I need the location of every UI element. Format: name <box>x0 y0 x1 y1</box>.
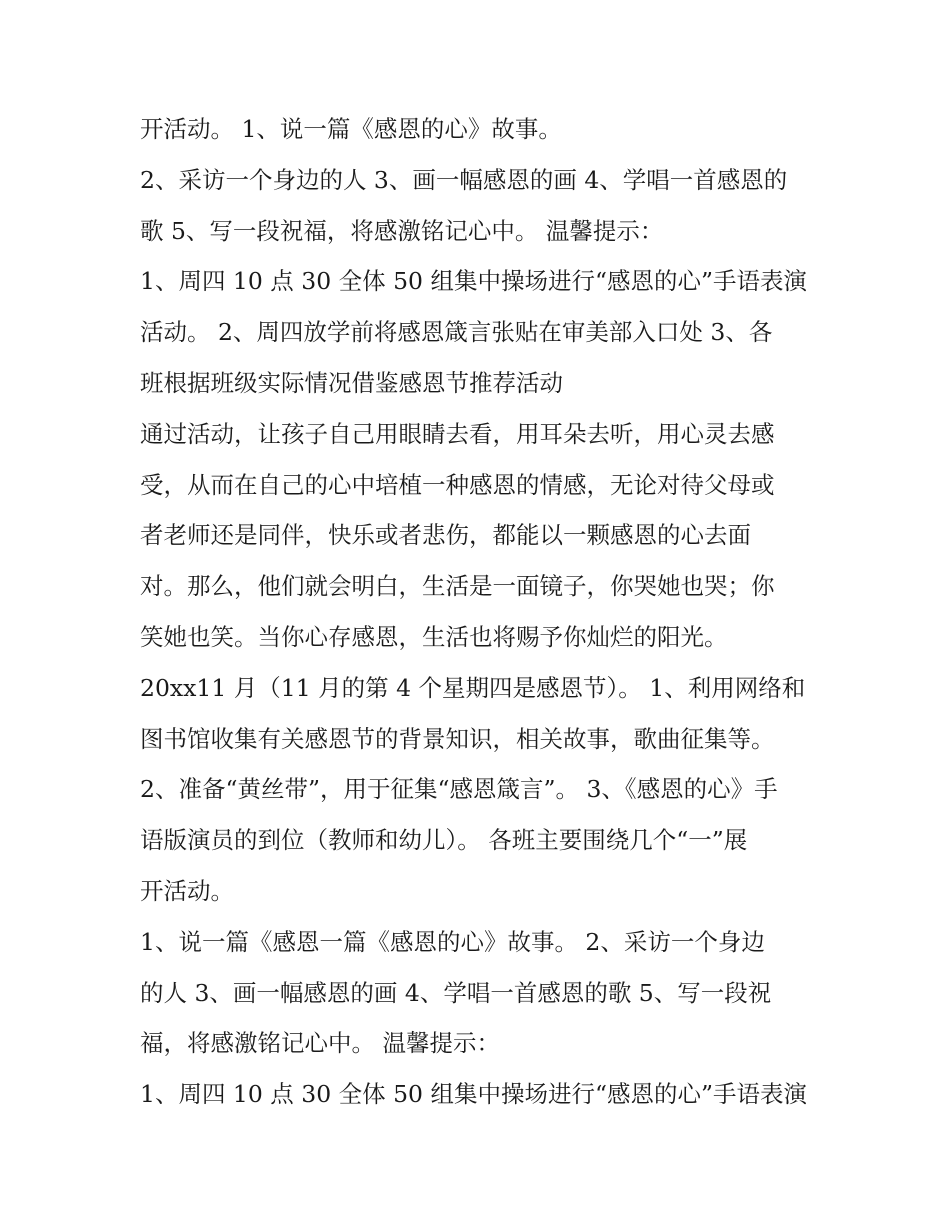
text-line: 对。那么，他们就会明白，生活是一面镜子，你哭她也哭；你 <box>140 572 775 601</box>
text-line: 语版演员的到位（教师和幼儿）。 各班主要围绕几个“一”展 <box>140 826 748 855</box>
text-line: 20xx11 月（11 月的第 4 个星期四是感恩节）。 1、利用网络和 <box>140 673 806 702</box>
text-line: 1、周四 10 点 30 全体 50 组集中操场进行“感恩的心”手语表演 <box>140 267 808 296</box>
text-line: 开活动。 1、说一篇《感恩的心》故事。 <box>140 115 562 143</box>
text-line: 2、采访一个身边的人 3、画一幅感恩的画 4、学唱一首感恩的 <box>140 165 788 194</box>
text-line: 福，将感激铭记心中。 温馨提示： <box>140 1029 500 1058</box>
text-line: 者老师还是同伴，快乐或者悲伤，都能以一颗感恩的心去面 <box>140 521 751 550</box>
text-line: 受，从而在自己的心中培植一种感恩的情感，无论对待父母或 <box>140 470 775 499</box>
text-line: 2、准备“黄丝带”，用于征集“感恩箴言”。 3、《感恩的心》手 <box>140 775 778 804</box>
text-line: 图书馆收集有关感恩节的背景知识，相关故事，歌曲征集等。 <box>140 724 775 753</box>
text-line: 的人 3、画一幅感恩的画 4、学唱一首感恩的歌 5、写一段祝 <box>140 978 772 1007</box>
text-line: 活动。 2、周四放学前将感恩箴言张贴在审美部入口处 3、各 <box>140 318 773 347</box>
text-line: 班根据班级实际情况借鉴感恩节推荐活动 <box>140 368 563 397</box>
document-body <box>140 104 820 1120</box>
text-line: 1、周四 10 点 30 全体 50 组集中操场进行“感恩的心”手语表演 <box>140 1080 808 1109</box>
text-line: 1、说一篇《感恩一篇《感恩的心》故事。 2、采访一个身边 <box>140 927 765 956</box>
text-line: 通过活动，让孩子自己用眼睛去看，用耳朵去听，用心灵去感 <box>140 419 775 448</box>
text-line: 笑她也笑。当你心存感恩，生活也将赐予你灿烂的阳光。 <box>140 622 728 651</box>
text-line: 歌 5、写一段祝福，将感激铭记心中。 温馨提示： <box>140 216 664 245</box>
text-line: 开活动。 <box>140 876 234 905</box>
